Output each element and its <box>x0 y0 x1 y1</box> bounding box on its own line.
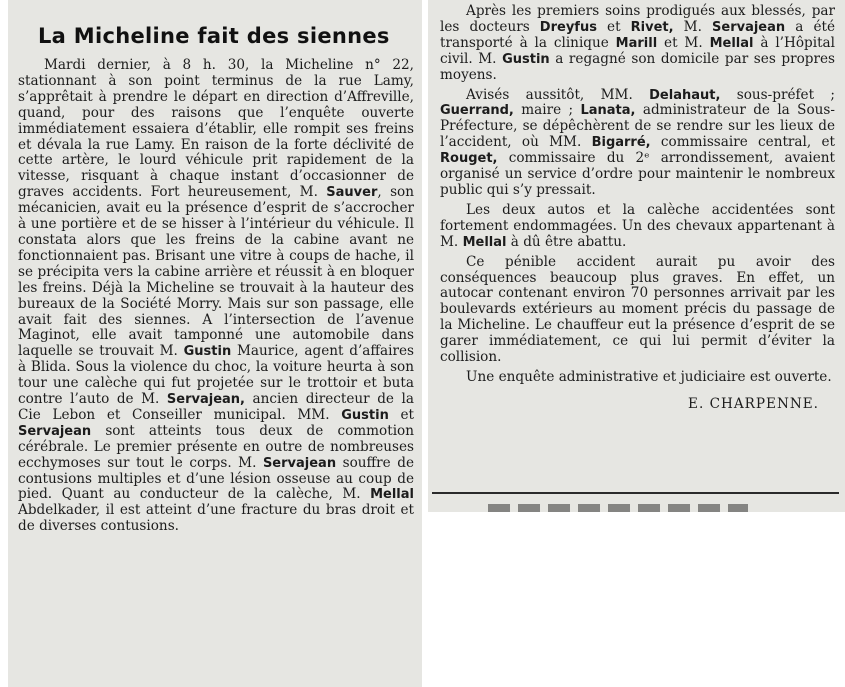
person-name: Servajean <box>262 455 337 471</box>
article-paragraph <box>440 370 835 386</box>
text-run: à dû être abattu. <box>506 233 627 250</box>
text-run: Mardi dernier, à 8 h. 30, la Micheline n° 22, stationnant à son point terminus de la rue Lamy, s’apprêtait à prendre le départ en direction d’Affreville, quand, pour des raisons que l’enquête ouverte immédiatement essaiera d’établir, elle rompit ses freins et dévala la rue Lamy. En raison de la forte déclivité de cette artère, le lourd véhicule prit rapidement de la vitesse, risquant à chaque instant d’occasionner de graves accidents. Fort heureusement, M. <box>18 57 414 201</box>
text-run: à l’Hôpital civil. M. <box>440 34 835 67</box>
article-body-left <box>18 58 414 535</box>
person-name: Lanata, <box>580 103 636 119</box>
article-paragraph <box>440 255 835 366</box>
article-paragraph <box>440 4 835 84</box>
text-run: Les deux autos et la calèche accidentées sont fortement endommagées. Un des chevaux appartenant à M. <box>440 201 835 250</box>
person-name: Delahaut, <box>649 87 721 103</box>
text-run: Avisés aussitôt, MM. <box>466 86 650 103</box>
article-column-right <box>428 0 845 512</box>
text-run: et <box>388 406 414 423</box>
person-name: Servajean <box>18 423 92 439</box>
text-run: Une enquête administrative et judiciaire est ouverte. <box>466 368 832 385</box>
article-paragraph <box>440 203 835 251</box>
person-name: Mellal <box>462 234 507 250</box>
text-run: maire ; <box>513 102 581 119</box>
person-name: Bigarré, <box>591 135 651 151</box>
text-run: Après les premiers soins prodigués aux blessés, par les docteurs <box>440 3 835 35</box>
person-name: Sauver <box>326 185 378 201</box>
author-signature: E. CHARPENNE. <box>688 395 819 412</box>
person-name: Servajean <box>712 19 786 35</box>
text-run: administrateur de la Sous-Préfecture, se dépêchèrent de se rendre sur les lieux de l’accident, où MM. <box>440 102 835 151</box>
article-paragraph <box>440 88 835 199</box>
article-title: La Micheline fait des siennes <box>38 24 390 48</box>
text-run: souffre de contusions multiples et d’une lésion osseuse au coup de pied. Quant au conducteur de la calèche, M. <box>18 454 414 503</box>
text-run: , son mécanicien, avait eu la présence d’esprit de s’accrocher à une portière et de se hisser à l’intérieur du véhicule. Il constata alors que les freins de la cabine avant ne fonctionnaient pas. Brisant une vitre à coups de hache, il se précipita vers la cabine arrière et réussit à en bloquer les freins. Déjà la Micheline se trouvait à la hauteur des bureaux de la Société Morry. Mais sur son passage, elle avait fait des siennes. A l’intersection de l’avenue Maginot, elle avait tamponné une automobile dans laquelle se trouvait M. <box>18 184 414 360</box>
person-name: Marill <box>615 35 658 51</box>
person-name: Guerrand, <box>440 103 514 119</box>
article-body-right <box>440 4 835 386</box>
text-run: ancien directeur de la Cie Lebon et Conseiller municipal. MM. <box>18 391 414 423</box>
person-name: Servajean, <box>166 392 245 408</box>
person-name: Gustin <box>341 407 389 423</box>
text-run: et <box>596 18 631 35</box>
article-paragraph <box>18 58 414 535</box>
text-run: sont atteints tous deux de commotion cérébrale. Le premier présente en outre de nombreuses ecchymoses sur tout le corps. M. <box>18 422 414 471</box>
next-article-fragment <box>488 504 748 512</box>
person-name: Rivet, <box>630 19 674 35</box>
text-run: commissaire central, et <box>650 134 835 151</box>
article-column-left <box>8 0 422 687</box>
person-name: Gustin <box>183 344 232 360</box>
person-name: Mellal <box>370 487 414 503</box>
person-name: Gustin <box>502 51 550 67</box>
text-run: Abdelkader, il est atteint d’une fracture du bras droit et de diverses contusions. <box>18 502 414 535</box>
text-run: M. <box>673 18 713 35</box>
person-name: Rouget, <box>440 151 498 167</box>
text-run: Ce pénible accident aurait pu avoir des conséquences beaucoup plus graves. En effet, un autocar contenant environ 70 personnes arrivait par les boulevards extérieurs au moment précis du passage de la Micheline. Le chauffeur eut la présence d’esprit de se garer immédiatement, ce qui lui permit d’éviter la collision. <box>440 253 835 366</box>
signature-rule <box>432 492 839 494</box>
person-name: Dreyfus <box>539 19 597 35</box>
text-run: Maurice, agent d’affaires à Blida. Sous la violence du choc, la voiture heurta à son tour une calèche qui fut projetée sur le trottoir et buta contre l’auto de M. <box>18 343 414 408</box>
person-name: Mellal <box>709 35 754 51</box>
text-run: a été transporté à la clinique <box>440 18 835 51</box>
text-run: commissaire du 2ᵉ arrondissement, avaient organisé un service d’ordre pour maintenir le nombreux public qui s’y pressait. <box>440 150 835 198</box>
text-run: sous-préfet ; <box>720 86 835 103</box>
text-run: et M. <box>657 34 710 51</box>
text-run: a regagné son domicile par ses propres moyens. <box>440 50 835 83</box>
